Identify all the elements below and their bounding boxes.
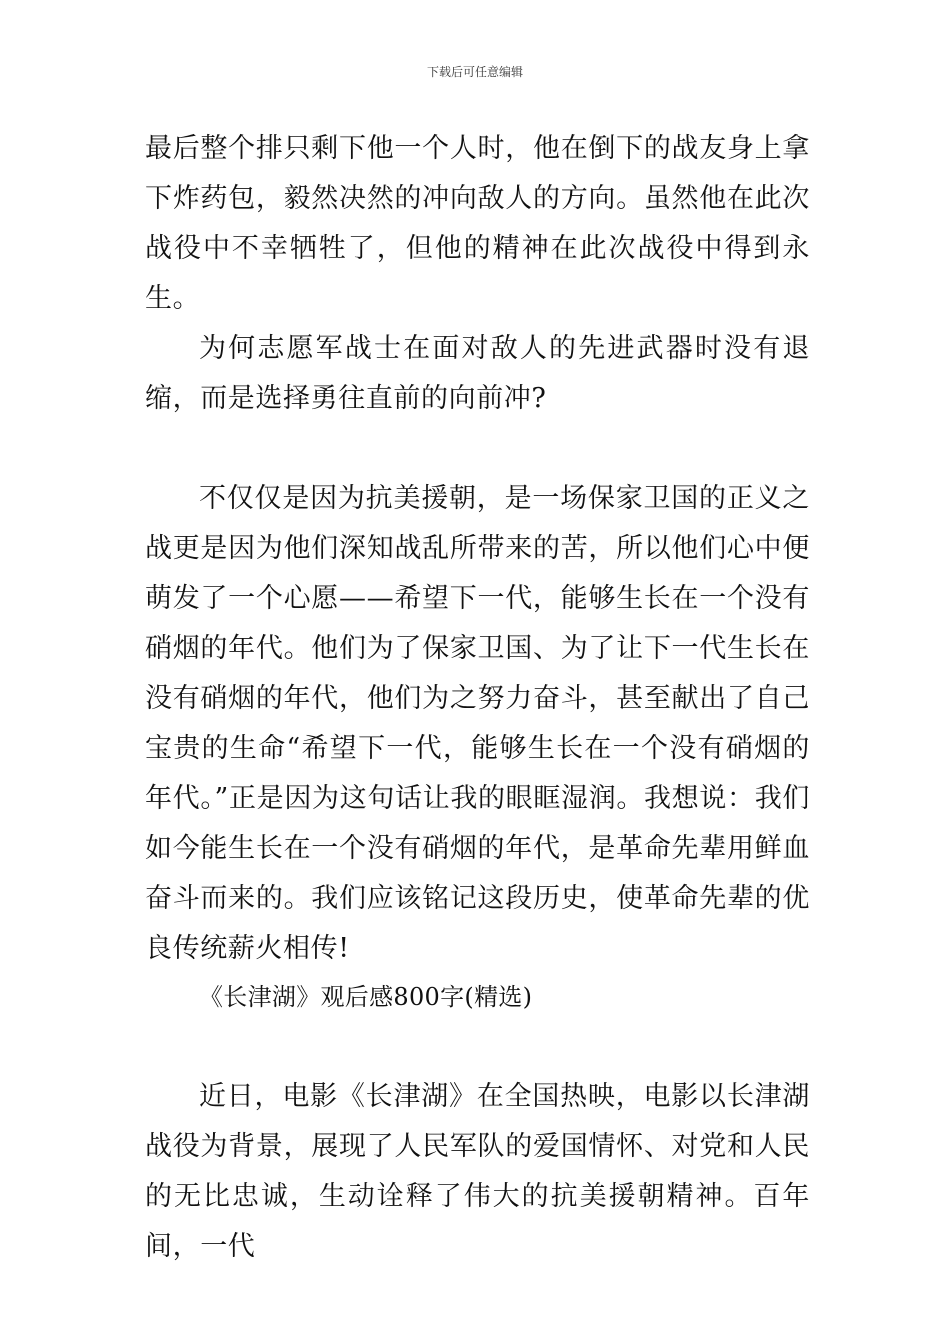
paragraph-text: 不仅仅是因为抗美援朝，是一场保家卫国的正义之战更是因为他们深知战乱所带来的苦，所以他们心中便萌发了一个心愿——希望下一代，能够生长在一个没有硝烟的年代。他们为了保家卫国、为了让下一代生长在没有硝烟的年代，他们为之努力奋斗，甚至献出了自己宝贵的生命“希望下一代，能够生长在一个没有硝烟的年代。”正是因为这句话让我的眼眶湿润。我想说：我们如今能生长在一个没有硝烟的年代，是革命先辈用鲜血奋斗而来的。我们应该铭记这段历史，使革命先辈的优良传统薪火相传! (145, 483, 810, 964)
paragraph-text: 为何志愿军战士在面对敌人的先进武器时没有退缩，而是选择勇往直前的向前冲? (145, 333, 810, 414)
paragraph-text: 最后整个排只剩下他一个人时，他在倒下的战友身上拿下炸药包，毅然决然的冲向敌人的方向。虽然他在此次战役中不幸牺牲了，但他的精神在此次战役中得到永生。 (145, 133, 810, 314)
subtitle-text: 《长津湖》观后感800字(精选) (199, 983, 533, 1011)
paragraph-3 (145, 474, 810, 974)
page-header: 下载后可任意编辑 (426, 65, 523, 79)
paragraph-text: 近日，电影《长津湖》在全国热映，电影以长津湖战役为背景，展现了人民军队的爱国情怀、对党和人民的无比忠诚，生动诠释了伟大的抗美援朝精神。百年间，一代 (145, 1081, 810, 1262)
section-subtitle (145, 972, 810, 1022)
paragraph-1 (145, 124, 810, 324)
paragraph-4 (145, 1072, 810, 1272)
paragraph-2 (145, 324, 810, 424)
